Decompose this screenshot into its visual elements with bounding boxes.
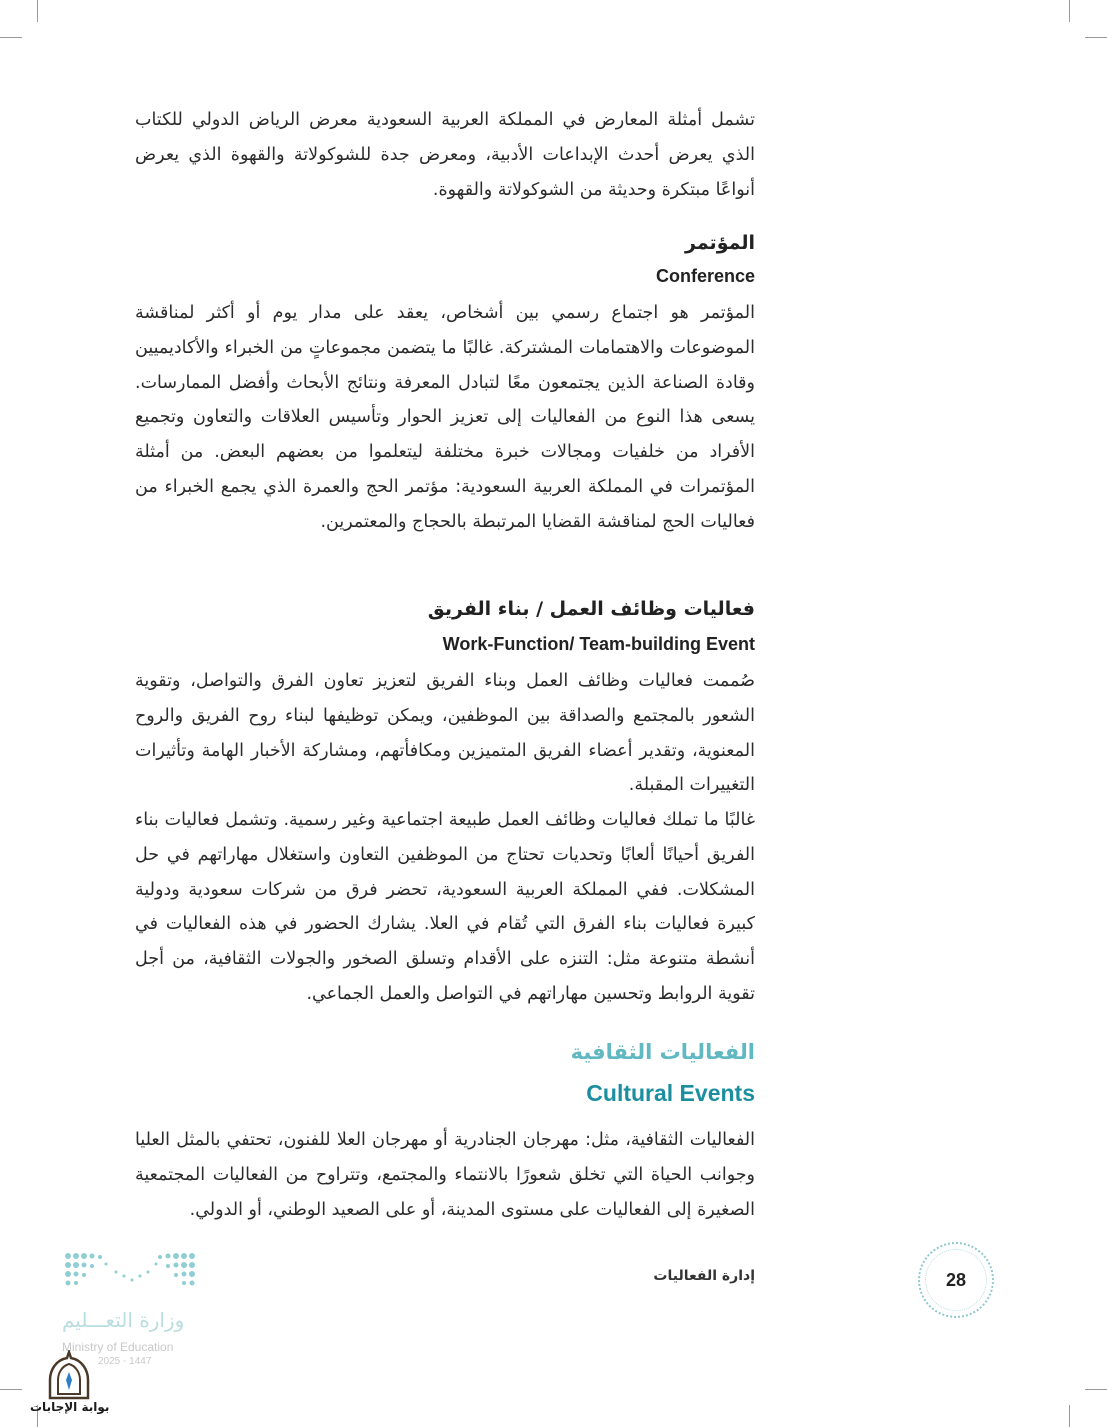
crop-mark-top-left-h [0, 37, 22, 38]
conference-heading-ar: المؤتمر [685, 232, 755, 254]
crop-mark-top-right-h [1085, 37, 1107, 38]
intro-paragraph: تشمل أمثلة المعارض في المملكة العربية السعودية معرض الرياض الدولي للكتاب الذي يعرض أحدث الإبداعات الأدبية، ومعرض جدة للشوكولاتة والقهوة الذي يعرض أنواعًا مبتكرة وحديثة من الشوكولاتة والقهوة. [135, 110, 755, 200]
cultural-paragraph: الفعاليات الثقافية، مثل: مهرجان الجنادرية أو مهرجان العلا للفنون، تحتفي بالمثل العليا وجوانب الحياة التي تخلق شعورًا بالانتماء والمجتمع، وتتراوح من الفعاليات المجتمعية الصغيرة إلى الفعاليات على مستوى المدينة، أو على الصعيد الوطني، أو الدولي. [135, 1130, 755, 1220]
book-title: إدارة الفعاليات [653, 1268, 755, 1284]
teambuilding-paragraph-2: غالبًا ما تملك فعاليات وظائف العمل طبيعة اجتماعية وغير رسمية. وتشمل فعاليات بناء الفريق أحيانًا ألعابًا وتحديات تحتاج من الموظفين التعاون واستغلال مهاراتهم في حل المشكلات. ففي المملكة العربية السعودية، تحضر فرق من شركات سعودية ودولية كبيرة فعاليات بناء الفرق التي تُقام في العلا. يشارك الحضور في هذه الفعاليات في أنشطة متنوعة مثل: التنزه على الأقدام وتسلق الصخور والجولات الثقافية، من أجل تقوية الروابط وتحسين مهاراتهم في التواصل والعمل الجماعي. [135, 810, 755, 1004]
crop-mark-bottom-right-v [1069, 1405, 1070, 1427]
ministry-name-en: Ministry of Education [62, 1340, 174, 1354]
conference-heading-en: Conference [655, 266, 755, 286]
answers-portal-label: بوابة الإجابات [30, 1400, 110, 1414]
cultural-heading-en: Cultural Events [586, 1080, 755, 1106]
teambuilding-paragraph-1: صُممت فعاليات وظائف العمل وبناء الفريق لتعزيز تعاون الفرق والتواصل، وتقوية الشعور بالمجتمع والصداقة بين الموظفين، ويمكن توظيفها لبناء روح الفريق والروح المعنوية، وتقدير أعضاء الفريق المتميزين ومكافأتهم، ومشاركة الأخبار الهامة وتأثيرات التغييرات المقبلة. [135, 671, 755, 796]
teambuilding-heading-en: Work-Function/ Team-building Event [442, 634, 755, 654]
teambuilding-heading-ar: فعاليات وظائف العمل / بناء الفريق [427, 598, 755, 620]
crop-mark-bottom-right-h [1085, 1389, 1107, 1390]
conference-paragraph: المؤتمر هو اجتماع رسمي بين أشخاص، يعقد على مدار يوم أو أكثر لمناقشة الموضوعات والاهتمامات المشتركة. غالبًا ما يتضمن مجموعاتٍ من الخبراء والأكاديميين وقادة الصناعة الذين يجتمعون معًا لتبادل المعرفة ونتائج الأبحاث وأفضل الممارسات. يسعى هذا النوع من الفعاليات إلى تعزيز الحوار وتأسيس العلاقات والتعاون وتجميع الأفراد من خلفيات ومجالات خبرة مختلفة ليتعلموا من بعضهم البعض. من أمثلة المؤتمرات في المملكة العربية السعودية: مؤتمر الحج والعمرة الذي يجمع الخبراء من فعاليات الحج لمناقشة القضايا المرتبطة بالحجاج والمعتمرين. [135, 303, 755, 532]
page-number: 28 [925, 1249, 987, 1311]
crop-mark-top-right-v [1069, 0, 1070, 22]
crop-mark-bottom-left-h [0, 1389, 22, 1390]
cultural-heading-ar: الفعاليات الثقافية [570, 1040, 755, 1064]
ministry-logo-dots-icon [60, 1250, 200, 1296]
crop-mark-top-left-v [37, 0, 38, 22]
ministry-name-ar: وزارة التعـــليم [62, 1308, 185, 1332]
ministry-year: 2025 - 1447 [98, 1356, 152, 1367]
mosque-portal-icon [44, 1350, 94, 1400]
page-number-badge [918, 1242, 994, 1318]
